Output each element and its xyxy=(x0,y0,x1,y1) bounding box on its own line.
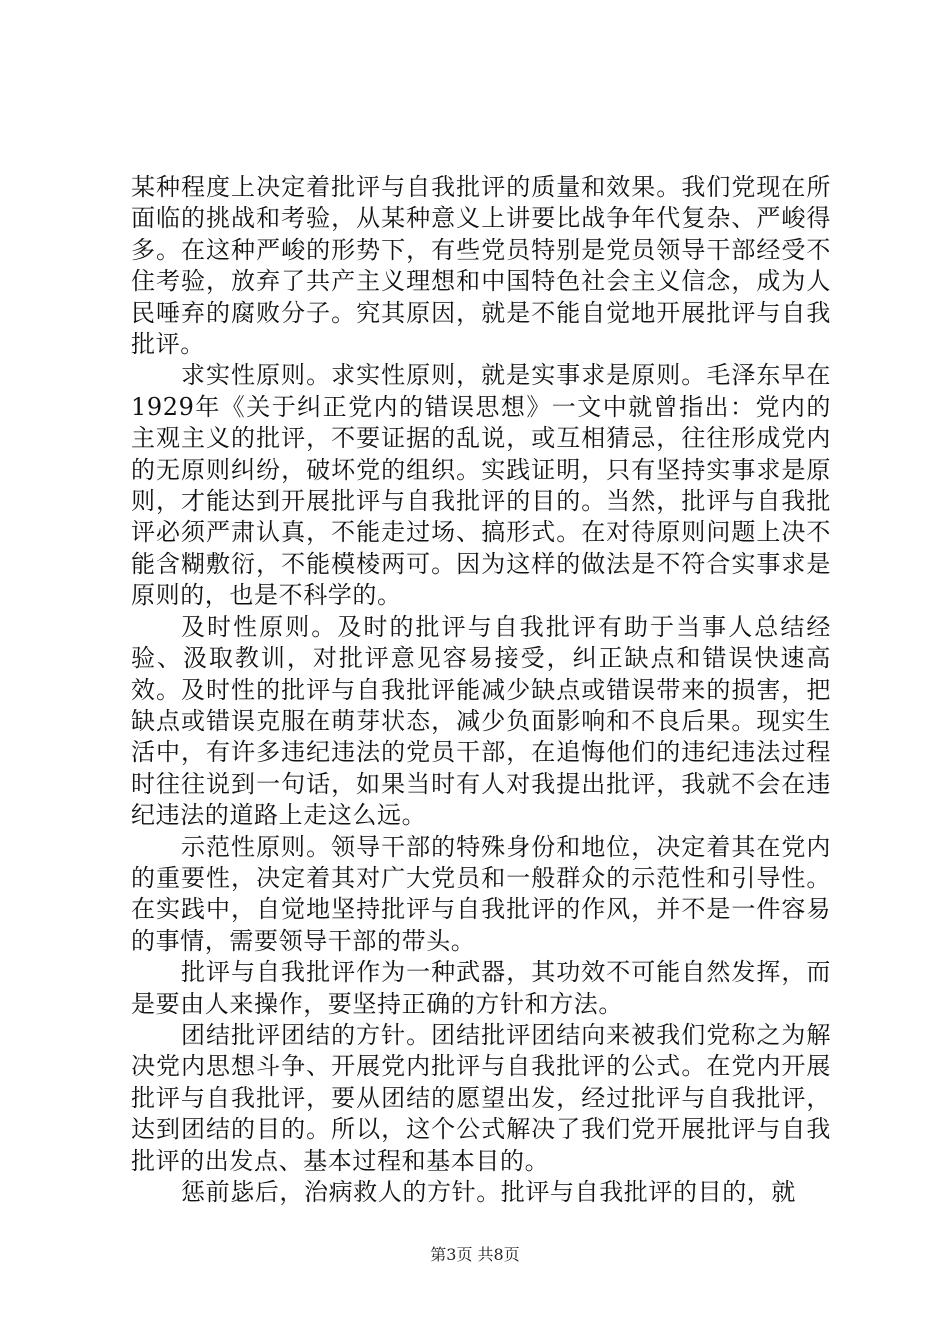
paragraph-continued: 某种程度上决定着批评与自我批评的质量和效果。我们党现在所面临的挑战和考验，从某种意义上讲要比战争年代复杂、严峻得多。在这种严峻的形势下，有些党员特别是党员领导干部经受不住考验，放弃了共产主义理想和中国特色社会主义信念，成为人民唾弃的腐败分子。究其原因，就是不能自觉地开展批评与自我批评。 xyxy=(131,173,831,359)
document-body xyxy=(131,172,831,1208)
paragraph-unity-policy: 团结批评团结的方针。团结批评团结向来被我们党称之为解决党内思想斗争、开展党内批评与自我批评的公式。在党内开展批评与自我批评，要从团结的愿望出发，经过批评与自我批评，达到团结的目的。所以，这个公式解决了我们党开展批评与自我批评的出发点、基本过程和基本目的。 xyxy=(131,1020,831,1175)
paragraph-weapon-method: 批评与自我批评作为一种武器，其功效不可能自然发挥，而是要由人来操作，要坚持正确的方针和方法。 xyxy=(131,958,831,1018)
paragraph-cure-policy: 惩前毖后，治病救人的方针。批评与自我批评的目的，就 xyxy=(181,1178,796,1206)
paragraph-truthfulness-principle: 求实性原则。求实性原则，就是实事求是原则。毛泽东早在1929年《关于纠正党内的错误思想》一文中就曾指出：党内的主观主义的批评，不要证据的乱说，或互相猜忌，往往形成党内的无原则纠纷，破坏党的组织。实践证明，只有坚持实事求是原则，才能达到开展批评与自我批评的目的。当然，批评与自我批评必须严肃认真，不能走过场、搞形式。在对待原则问题上决不能含糊敷衍，不能模棱两可。因为这样的做法是不符合实事求是原则的，也是不科学的。 xyxy=(131,361,831,610)
page-footer: 第3页 共8页 xyxy=(430,1245,520,1264)
paragraph-timeliness-principle: 及时性原则。及时的批评与自我批评有助于当事人总结经验、汲取教训，对批评意见容易接受，纠正缺点和错误快速高效。及时性的批评与自我批评能减少缺点或错误带来的损害，把缺点或错误克服在萌芽状态，减少负面影响和不良后果。现实生活中，有许多违纪违法的党员干部，在追悔他们的违纪违法过程时往往说到一句话，如果当时有人对我提出批评，我就不会在违纪违法的道路上走这么远。 xyxy=(131,612,831,830)
paragraph-exemplary-principle: 示范性原则。领导干部的特殊身份和地位，决定着其在党内的重要性，决定着其对广大党员和一般群众的示范性和引导性。在实践中，自觉地坚持批评与自我批评的作风，并不是一件容易的事情，需要领导干部的带头。 xyxy=(131,832,831,955)
